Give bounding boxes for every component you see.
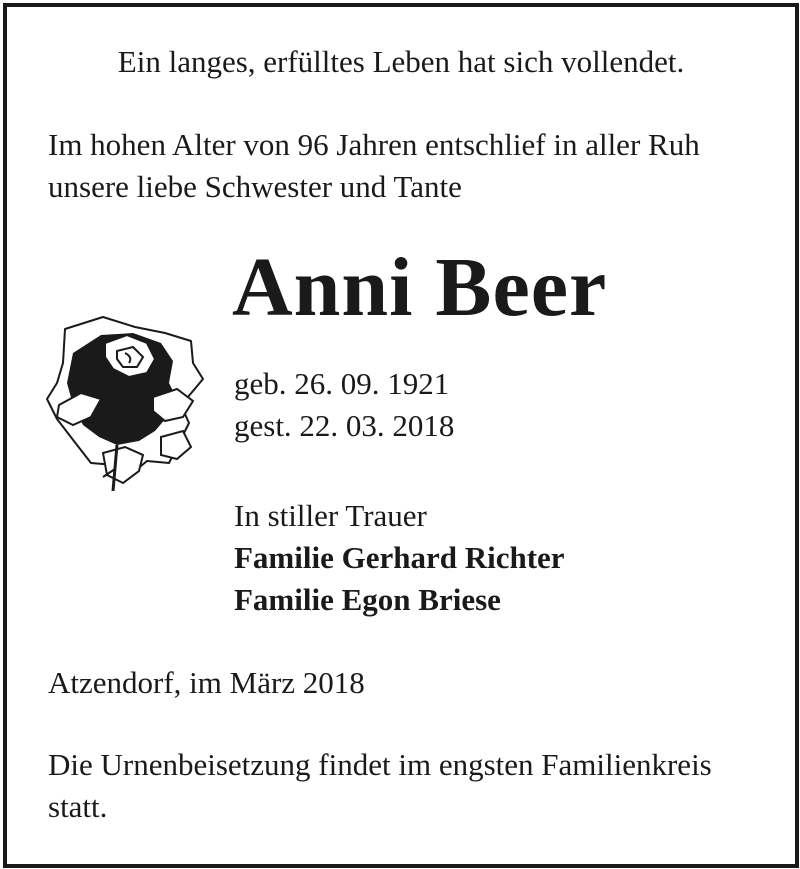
intro-text: Im hohen Alter von 96 Jahren entschlief in aller Ruh unsere liebe Schwester und Tante: [48, 127, 700, 204]
obituary-notice: [3, 3, 799, 868]
opening-line: Ein langes, erfülltes Leben hat sich vollendet.: [117, 44, 685, 79]
mourning-line: In stiller Trauer: [234, 498, 427, 533]
family-name: Familie Gerhard Richter: [234, 540, 565, 575]
rose-icon: [43, 313, 213, 493]
birth-date: geb. 26. 09. 1921: [234, 366, 450, 401]
death-date: gest. 22. 03. 2018: [234, 408, 455, 443]
place-date: Atzendorf, im März 2018: [48, 665, 365, 700]
burial-note: Die Urnenbeisetzung findet im engsten Familienkreis statt.: [48, 747, 712, 824]
family-name: Familie Egon Briese: [234, 582, 501, 617]
deceased-name: Anni Beer: [232, 241, 608, 334]
